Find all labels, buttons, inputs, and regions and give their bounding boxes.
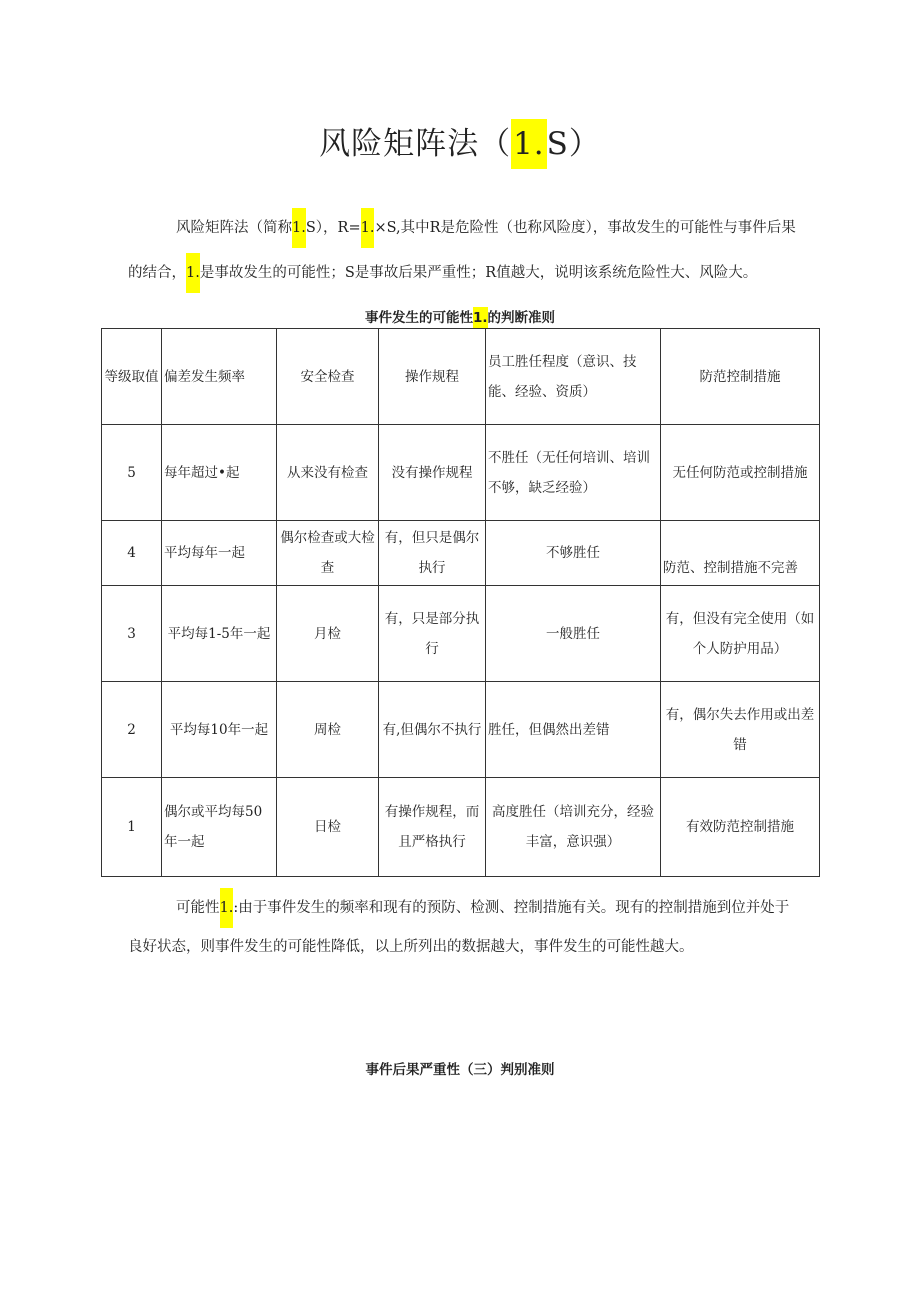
cell-control: 有，但没有完全使用（如个人防护用品） [661, 586, 820, 682]
cell-procedure: 有,但偶尔不执行 [379, 682, 486, 778]
cell-grade: 5 [102, 425, 162, 521]
cell-frequency: 每年超过•起 [162, 425, 277, 521]
table-caption [0, 306, 920, 329]
cell-procedure: 有操作规程，而且严格执行 [379, 778, 486, 877]
cell-competence: 不胜任（无任何培训、培训不够，缺乏经验） [486, 425, 661, 521]
table-row [102, 682, 820, 778]
intro-line-2 [128, 253, 757, 293]
cell-inspection: 从来没有检查 [277, 425, 379, 521]
cell-grade: 4 [102, 521, 162, 586]
table-row [102, 521, 820, 586]
cell-procedure: 没有操作规程 [379, 425, 486, 521]
header-control: 防范控制措施 [661, 329, 820, 425]
intro-text: 风险矩阵法（简称 [176, 220, 292, 236]
intro-text: 的结合， [128, 265, 186, 281]
title-text-end: S） [546, 126, 601, 162]
likelihood-highlight: 1. [220, 888, 234, 928]
page-title [0, 118, 920, 169]
header-competence: 员工胜任程度（意识、技能、经验、资质） [486, 329, 661, 425]
intro-line-1 [176, 208, 796, 248]
intro-text: S），R= [305, 220, 361, 236]
likelihood-text: 良好状态，则事件发生的可能性降低，以上所列出的数据越大，事件发生的可能性越大。 [128, 939, 694, 955]
table-row [102, 778, 820, 877]
cell-competence: 胜任，但偶然出差错 [486, 682, 661, 778]
cell-frequency: 平均每1-5年一起 [162, 586, 277, 682]
intro-highlight: 1. [186, 253, 200, 293]
cell-competence: 一般胜任 [486, 586, 661, 682]
intro-highlight: 1. [292, 208, 306, 248]
cell-inspection: 偶尔检查或大检查 [277, 521, 379, 586]
title-text: 风险矩阵法（ [319, 126, 512, 162]
table-row [102, 425, 820, 521]
cell-control: 有效防范控制措施 [661, 778, 820, 877]
caption-text: 事件发生的可能性 [364, 310, 473, 326]
intro-text: ×S,其中R是危险性（也称风险度），事故发生的可能性与事件后果 [374, 220, 796, 236]
cell-control: 有，偶尔失去作用或出差错 [661, 682, 820, 778]
likelihood-line-1 [176, 888, 789, 928]
header-inspection: 安全检查 [277, 329, 379, 425]
title-highlight: 1. [511, 119, 547, 169]
cell-inspection: 日检 [277, 778, 379, 877]
header-grade: 等级取值 [102, 329, 162, 425]
likelihood-text: :由于事件发生的频率和现有的预防、检测、控制措施有关。现有的控制措施到位并处于 [233, 900, 790, 916]
likelihood-table [101, 328, 820, 877]
likelihood-line-2 [128, 935, 694, 956]
severity-caption: 事件后果严重性（三）判别准则 [365, 1062, 555, 1078]
table-header-row [102, 329, 820, 425]
cell-inspection: 月检 [277, 586, 379, 682]
cell-procedure: 有，只是部分执行 [379, 586, 486, 682]
cell-frequency: 平均每10年一起 [162, 682, 277, 778]
cell-frequency: 平均每年一起 [162, 521, 277, 586]
cell-grade: 3 [102, 586, 162, 682]
cell-competence: 高度胜任（培训充分，经验丰富，意识强） [486, 778, 661, 877]
cell-grade: 1 [102, 778, 162, 877]
cell-inspection: 周检 [277, 682, 379, 778]
cell-control: 防范、控制措施不完善 [661, 521, 820, 586]
cell-procedure: 有，但只是偶尔执行 [379, 521, 486, 586]
cell-frequency: 偶尔或平均每50年一起 [162, 778, 277, 877]
cell-competence: 不够胜任 [486, 521, 661, 586]
header-procedure: 操作规程 [379, 329, 486, 425]
intro-highlight: 1. [361, 208, 375, 248]
cell-grade: 2 [102, 682, 162, 778]
caption-text: 的判断准则 [487, 310, 556, 326]
cell-control: 无任何防范或控制措施 [661, 425, 820, 521]
header-frequency: 偏差发生频率 [162, 329, 277, 425]
intro-text: 是事故发生的可能性；S是事故后果严重性；R值越大，说明该系统危险性大、风险大。 [199, 265, 758, 281]
table-row [102, 586, 820, 682]
caption-highlight: 1. [473, 307, 488, 329]
likelihood-text: 可能性 [176, 900, 220, 916]
